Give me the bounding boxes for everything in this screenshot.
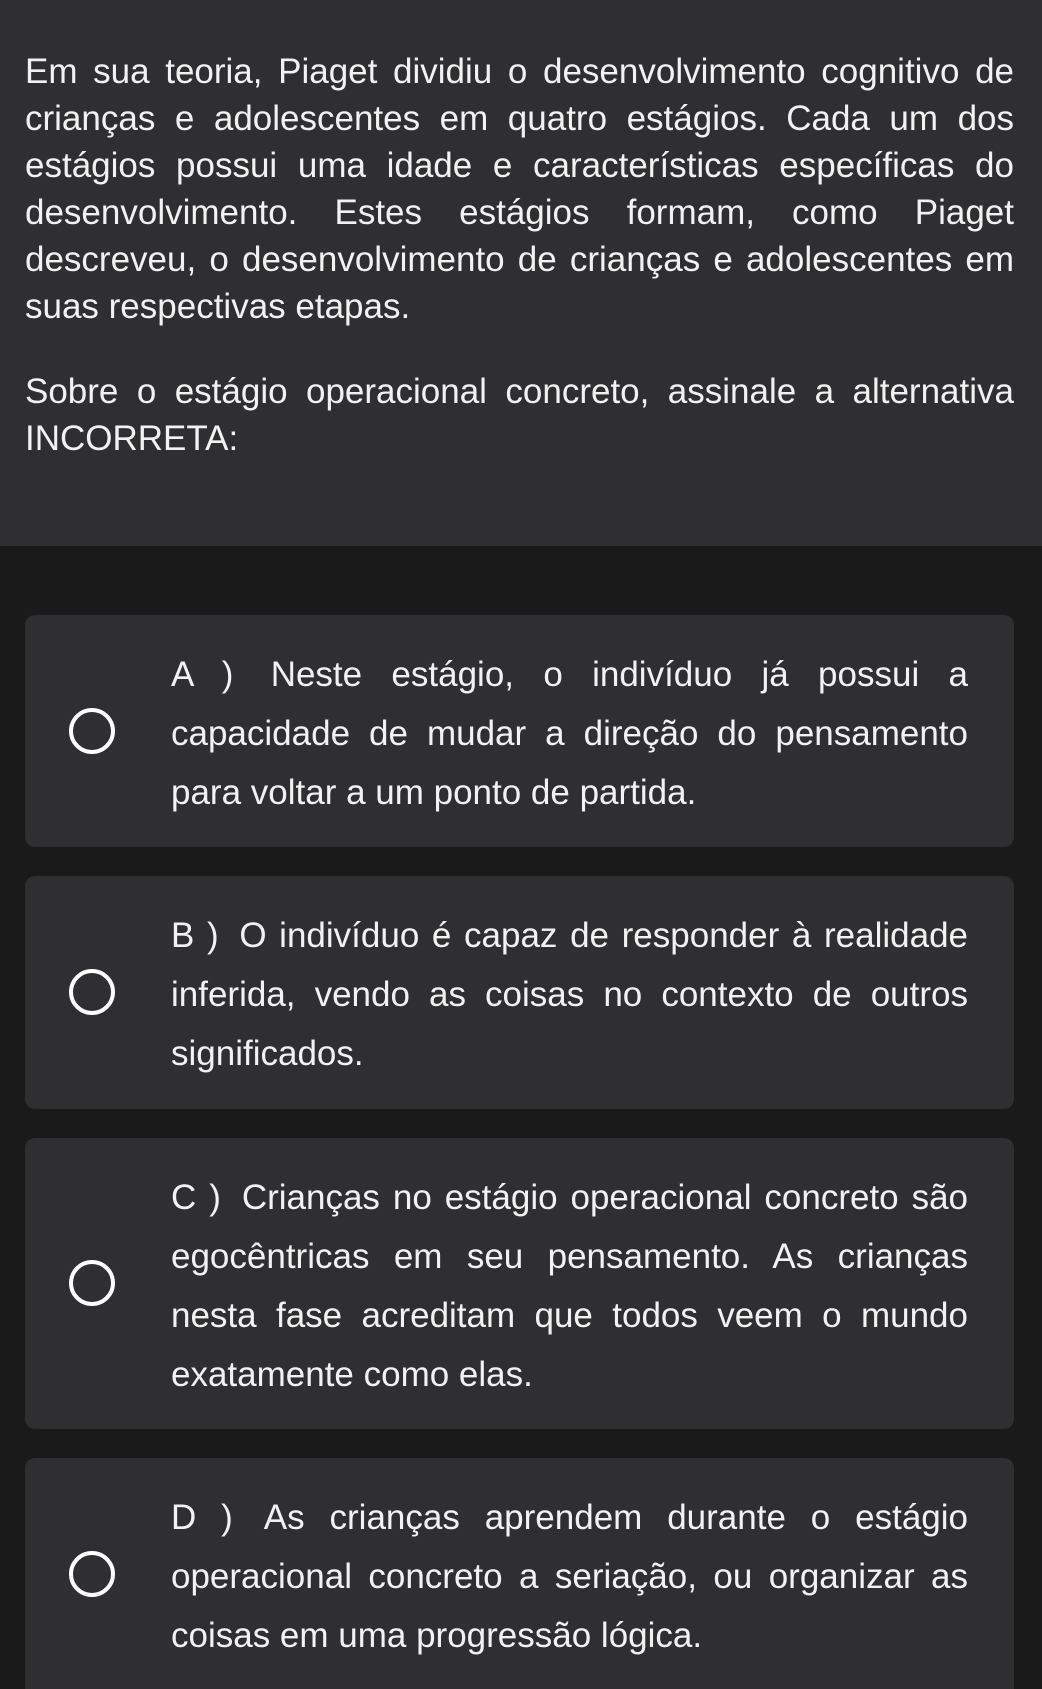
option-letter: D ) — [171, 1498, 233, 1537]
option-text — [171, 645, 968, 822]
option-text — [171, 906, 968, 1083]
radio-circle-icon[interactable] — [69, 1260, 115, 1306]
option-letter: A ) — [171, 655, 234, 694]
option-text — [171, 1168, 968, 1404]
question-text: Em sua teoria, Piaget dividiu o desenvolvimento cognitivo de crianças e adolescentes em quatro estágios. Cada um dos estágios possui uma idade e características específicas do desenvolvimento. Estes estágios formam, como Piaget descreveu, o desenvolvimento de crianças e adolescentes em suas respectivas etapas. — [25, 52, 1014, 326]
option-label: Neste estágio, o indivíduo já possui a capacidade de mudar a direção do pensamento para voltar a um ponto de partida. — [171, 655, 968, 812]
radio-circle-icon[interactable] — [69, 969, 115, 1015]
option-b[interactable] — [25, 876, 1014, 1109]
option-text — [171, 1488, 968, 1665]
option-label: O indivíduo é capaz de responder à realidade inferida, vendo as coisas no contexto de outros significados. — [171, 916, 968, 1073]
radio-circle-icon[interactable] — [69, 708, 115, 754]
option-a[interactable] — [25, 615, 1014, 847]
option-d[interactable] — [25, 1458, 1014, 1689]
option-letter: C ) — [171, 1178, 221, 1217]
option-letter: B ) — [171, 916, 219, 955]
question-prompt: Sobre o estágio operacional concreto, assinale a alternativa INCORRETA: — [25, 372, 1014, 458]
question-panel — [0, 0, 1042, 546]
radio-circle-icon[interactable] — [69, 1551, 115, 1597]
option-label: As crianças aprendem durante o estágio operacional concreto a seriação, ou organizar as coisas em uma progressão lógica. — [171, 1498, 969, 1655]
option-label: Crianças no estágio operacional concreto são egocêntricas em seu pensamento. As crianças nesta fase acreditam que todos veem o mundo exatamente como elas. — [171, 1178, 969, 1394]
option-c[interactable] — [25, 1138, 1014, 1429]
